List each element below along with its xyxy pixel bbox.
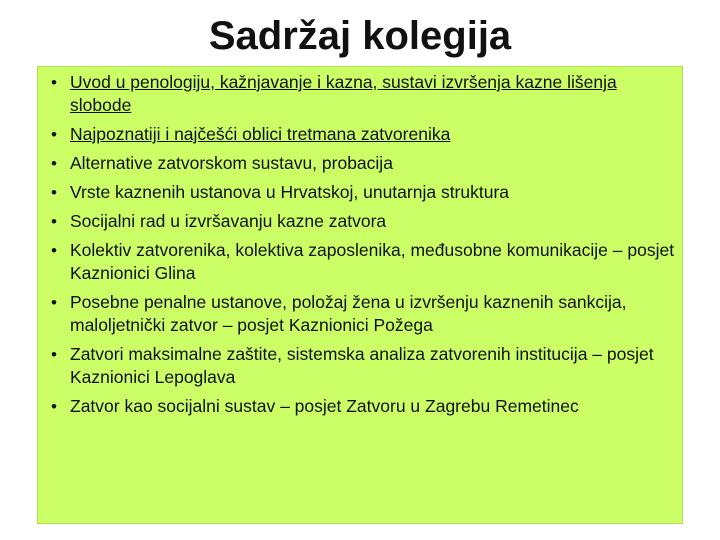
topic-text: Alternative zatvorskom sustavu, probacija: [70, 153, 393, 173]
bullet-icon: •: [51, 397, 57, 416]
topic-text: Posebne penalne ustanove, položaj žena u izvršenju kaznenih sankcija, maloljetnički zatvor – posjet Kaznionici Požega: [70, 292, 627, 335]
topic-text: Zatvor kao socijalni sustav – posjet Zatvoru u Zagrebu Remetinec: [70, 396, 579, 416]
topic-link[interactable]: Najpoznatiji i najčešći oblici tretmana zatvorenika: [70, 124, 451, 144]
bullet-icon: •: [51, 125, 57, 144]
topic-text: Zatvori maksimalne zaštite, sistemska analiza zatvorenih institucija – posjet Kaznionici Lepoglava: [70, 344, 654, 387]
topic-text: Vrste kaznenih ustanova u Hrvatskoj, unutarnja struktura: [70, 182, 510, 202]
bullet-icon: •: [51, 293, 57, 312]
topic-link[interactable]: Uvod u penologiju, kažnjavanje i kazna, sustavi izvršenja kazne lišenja slobode: [70, 72, 617, 115]
list-item: [38, 210, 684, 233]
list-item: [38, 291, 684, 337]
list-item: [38, 395, 684, 418]
list-item: [38, 343, 684, 389]
slide-title: Sadržaj kolegija: [208, 14, 512, 58]
list-item: [38, 181, 684, 204]
content-panel: [37, 66, 683, 524]
topic-text: Kolektiv zatvorenika, kolektiva zaposlenika, međusobne komunikacije – posjet Kaznionici Glina: [70, 240, 675, 283]
bullet-icon: •: [51, 183, 57, 202]
list-item: [38, 152, 684, 175]
list-item: [38, 239, 684, 285]
bullet-icon: •: [51, 241, 57, 260]
bullet-icon: •: [51, 73, 57, 92]
bullet-icon: •: [51, 212, 57, 231]
topic-list: [38, 71, 684, 424]
list-item[interactable]: [38, 71, 684, 117]
list-item[interactable]: [38, 123, 684, 146]
topic-text: Socijalni rad u izvršavanju kazne zatvora: [70, 211, 387, 231]
bullet-icon: •: [51, 154, 57, 173]
bullet-icon: •: [51, 345, 57, 364]
